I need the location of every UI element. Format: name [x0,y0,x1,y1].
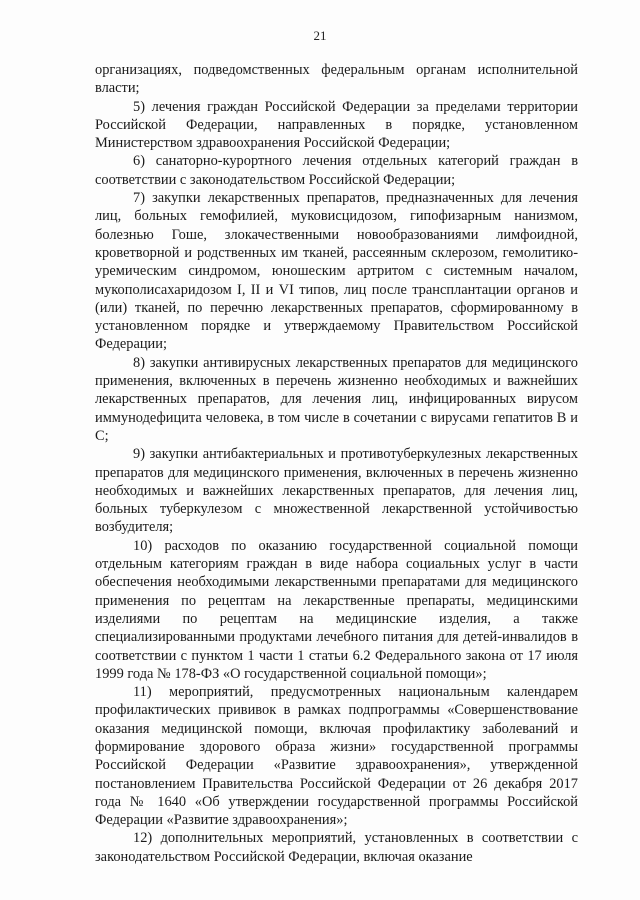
list-item-5: 5) лечения граждан Российской Федерации за пределами территории Российской Федерации, направленных в порядке, установленном Министерством здравоохранения Российской Федерации; [95,98,578,152]
list-item-7: 7) закупки лекарственных препаратов, предназначенных для лечения лиц, больных гемофилией, муковисцидозом, гипофизарным нанизмом, болезнью Гоше, злокачественными новообразованиями лимфоидной, кроветворной и родственных им тканей, рассеянным склерозом, гемолитико-уремическим синдромом, юношеским артритом с системным началом, мукополисахаридозом I, II и VI типов, лиц после трансплантации органов и (или) тканей, по перечню лекарственных препаратов, сформированному в установленном порядке и утверждаемому Правительством Российской Федерации; [95,190,578,353]
list-item-8: 8) закупки антивирусных лекарственных препаратов для медицинского применения, включенных в перечень жизненно необходимых и важнейших лекарственных препаратов, для лечения лиц, инфицированных вирусом иммунодефицита человека, в том числе в сочетании с вирусами гепатитов B и C; [95,354,578,444]
list-item-11: 11) мероприятий, предусмотренных национальным календарем профилактических прививок в рамках подпрограммы «Совершенствование оказания медицинской помощи, включая профилактику заболеваний и формирование здорового образа жизни» государственной программы Российской Федерации «Развитие здравоохранения», утвержденной постановлением Правительства Российской Федерации от 26 декабря 2017 года № 1640 «Об утверждении государственной программы Российской Федерации «Развитие здравоохранения»; [95,684,578,829]
list-item-6: 6) санаторно-курортного лечения отдельных категорий граждан в соответствии с законодательством Российской Федерации; [95,153,578,188]
list-item-12: 12) дополнительных мероприятий, установленных в соответствии с законодательством Российской Федерации, включая оказание [95,830,578,865]
page-number: 21 [313,28,327,43]
list-item-10: 10) расходов по оказанию государственной социальной помощи отдельным категориям граждан в виде набора социальных услуг в части обеспечения необходимыми лекарственными препаратами для медицинского применения по рецептам на лекарственные препараты, медицинскими изделиями по рецептам на медицинские изделия, а также специализированными продуктами лечебного питания для детей-инвалидов в соответствии с пунктом 1 части 1 статьи 6.2 Федерального закона от 17 июля 1999 года № 178-ФЗ «О государственной социальной помощи»; [95,537,578,682]
list-item-9: 9) закупки антибактериальных и противотуберкулезных лекарственных препаратов для медицинского применения, включенных в перечень жизненно необходимых и важнейших лекарственных препаратов, для лечения лиц, больных туберкулезом с множественной лекарственной устойчивостью возбудителя; [95,446,578,536]
document-body [95,61,578,866]
paragraph-continuation: организациях, подведомственных федеральным органам исполнительной власти; [95,62,578,97]
